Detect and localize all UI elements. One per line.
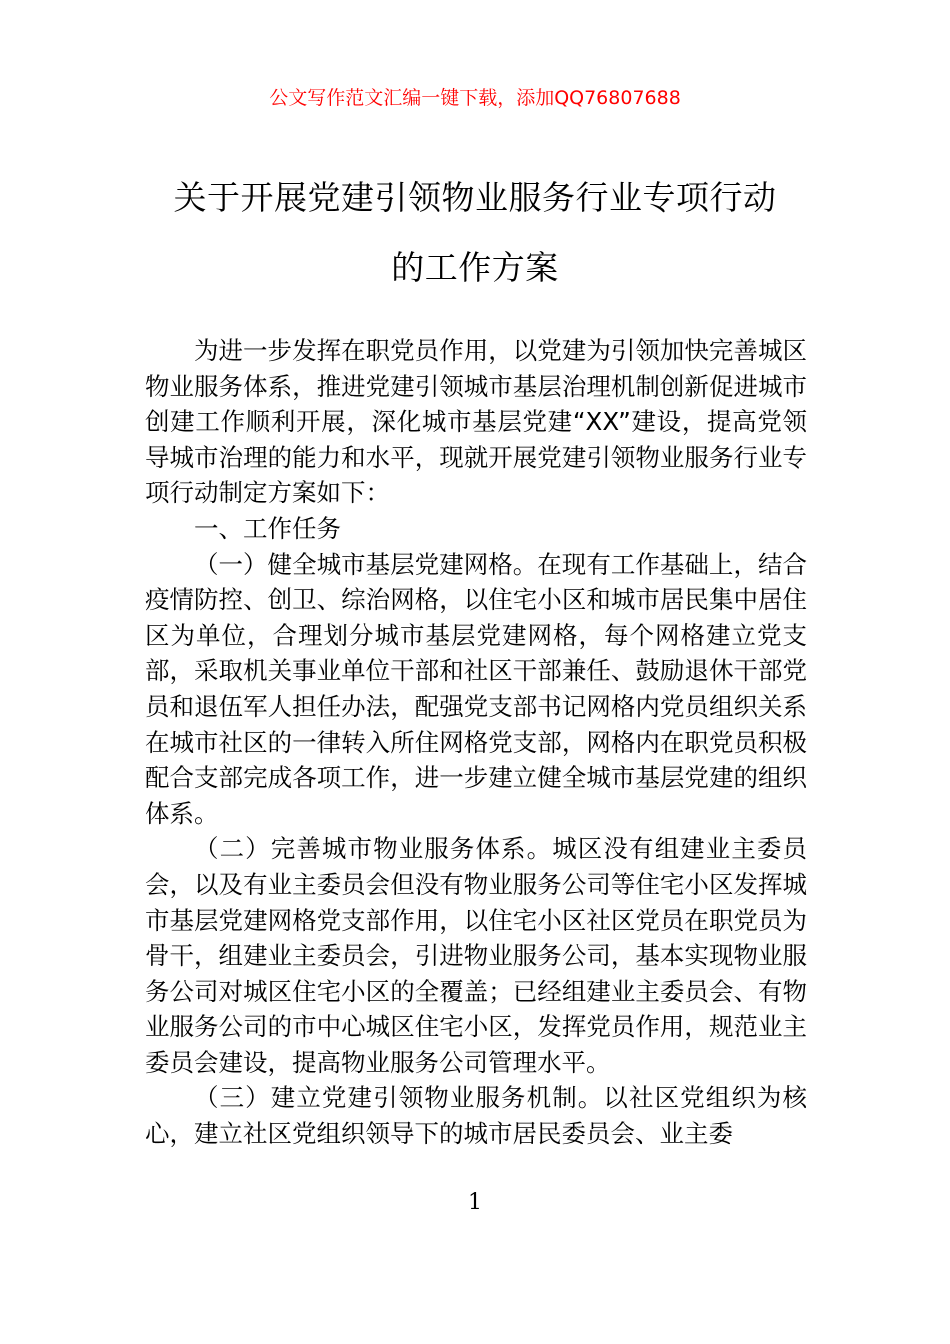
document-title-line-2: 的工作方案 bbox=[391, 248, 559, 287]
section-heading: 一、工作任务 bbox=[194, 513, 341, 543]
header-note: 公文写作范文汇编一键下载，添加QQ76807688 bbox=[269, 87, 681, 109]
page-number: 1 bbox=[468, 1190, 482, 1215]
document-body bbox=[145, 333, 807, 1152]
paragraph-intro: 为进一步发挥在职党员作用，以党建为引领加快完善城区物业服务体系，推进党建引领城市基层治理机制创新促进城市创建工作顺利开展，深化城市基层党建“XX”建设，提高党领导城市治理的能力和水平，现就开展党建引领物业服务行业专项行动制定方案如下： bbox=[145, 336, 807, 508]
document-title-line-1: 关于开展党建引领物业服务行业专项行动 bbox=[173, 178, 777, 217]
paragraph-item-2: （二）完善城市物业服务体系。城区没有组建业主委员会，以及有业主委员会但没有物业服务公司等住宅小区发挥城市基层党建网格党支部作用，以住宅小区社区党员在职党员为骨干，组建业主委员会，引进物业服务公司，基本实现物业服务公司对城区住宅小区的全覆盖；已经组建业主委员会、有物业服务公司的市中心城区住宅小区，发挥党员作用，规范业主委员会建设，提高物业服务公司管理水平。 bbox=[145, 834, 807, 1077]
paragraph-item-1: （一）健全城市基层党建网格。在现有工作基础上，结合疫情防控、创卫、综治网格，以住宅小区和城市居民集中居住区为单位，合理划分城市基层党建网格，每个网格建立党支部，采取机关事业单位干部和社区干部兼任、鼓励退休干部党员和退伍军人担任办法，配强党支部书记网格内党员组织关系在城市社区的一律转入所住网格党支部，网格内在职党员积极配合支部完成各项工作，进一步建立健全城市基层党建的组织体系。 bbox=[145, 549, 807, 828]
paragraph-item-3: （三）建立党建引领物业服务机制。以社区党组织为核心，建立社区党组织领导下的城市居民委员会、业主委 bbox=[145, 1083, 807, 1149]
